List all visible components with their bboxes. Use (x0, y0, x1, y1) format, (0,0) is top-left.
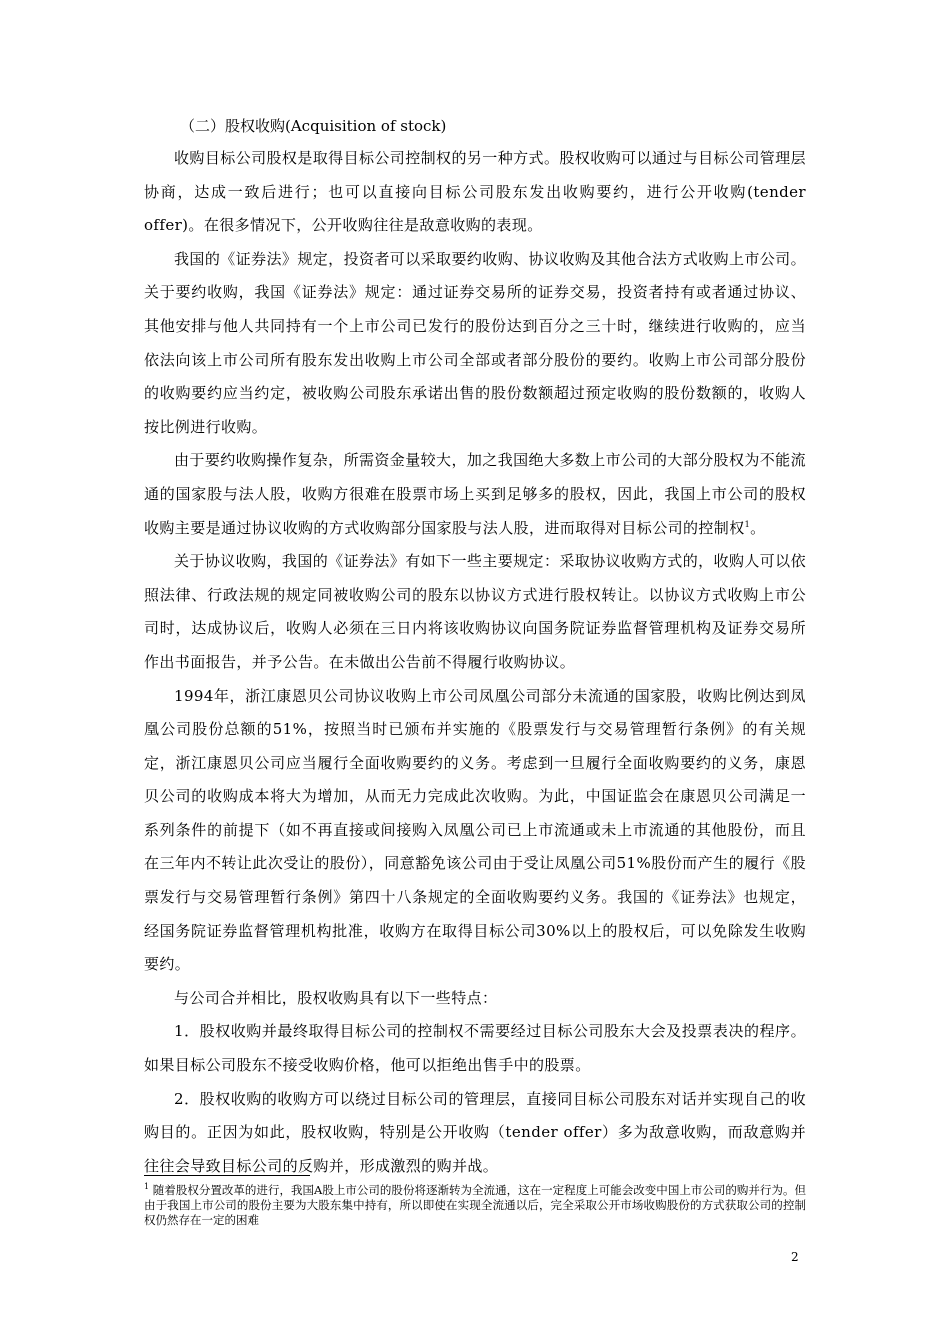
footnote-reference[interactable]: 1 (744, 519, 751, 529)
paragraph-6: 与公司合并相比，股权收购具有以下一些特点： (174, 988, 498, 1007)
footnote-text: 随着股权分置改革的进行，我国A股上市公司的股份将逐渐转为全流通，这在一定程度上可能会改变中国上市公司的购并行为。但由于我国上市公司的股份主要为大股东集中持有，所以即使在实现全流通以后，完全采取公开市场收购股份的方式获取公司的控制权仍然存在一定的困难 (144, 1183, 807, 1227)
paragraph-5: 1994年，浙江康恩贝公司协议收购上市公司凤凰公司部分未流通的国家股，收购比例达到凤凰公司股份总额的51%，按照当时已颁布并实施的《股票发行与交易管理暂行条例》的有关规定，浙江康恩贝公司应当履行全面收购要约的义务。考虑到一旦履行全面收购要约的义务，康恩贝公司的收购成本将大为增加，从而无力完成此次收购。为此，中国证监会在康恩贝公司满足一系列条件的前提下（如不再直接或间接购入凤凰公司已上市流通或未上市流通的其他股份，而且在三年内不转让此次受让的股份），同意豁免该公司由于受让凤凰公司51%股份而产生的履行《股票发行与交易管理暂行条例》第四十八条规定的全面收购要约义务。我国的《证券法》也规定，经国务院证券监督管理机构批准，收购方在取得目标公司30%以上的股权后，可以免除发生收购要约。 (144, 686, 806, 974)
paragraph-1: 收购目标公司股权是取得目标公司控制权的另一种方式。股权收购可以通过与目标公司管理层协商，达成一致后进行；也可以直接向目标公司股东发出收购要约，进行公开收购(tender offer)。在很多情况下，公开收购往往是敌意收购的表现。 (144, 149, 806, 235)
paragraph-3: 由于要约收购操作复杂，所需资金量较大，加之我国绝大多数上市公司的大部分股权为不能流通的国家股与法人股，收购方很难在股票市场上买到足够多的股权，因此，我国上市公司的股权收购主要是通过协议收购的方式收购部分国家股与法人股，进而取得对目标公司的控制权$^1$。 (144, 451, 806, 537)
section-heading: （二）股权收购(Acquisition of stock) (180, 117, 447, 135)
paragraph-4: 关于协议收购，我国的《证券法》有如下一些主要规定：采取协议收购方式的，收购人可以依照法律、行政法规的规定同被收购公司的股东以协议方式进行股权转让。以协议方式收购上市公司时，达成协议后，收购人必须在三日内将该收购协议向国务院证券监督管理机构及证券交易所作出书面报告，并予公告。在未做出公告前不得履行收购协议。 (144, 552, 806, 671)
footnote-marker: 1 (144, 1182, 150, 1192)
footnote-separator (144, 1175, 310, 1176)
paragraph-3-text: 由于要约收购操作复杂，所需资金量较大，加之我国绝大多数上市公司的大部分股权为不能流通的国家股与法人股，收购方很难在股票市场上买到足够多的股权，因此，我国上市公司的股权收购主要是通过协议收购的方式收购部分国家股与法人股，进而取得对目标公司的控制权 (144, 451, 806, 537)
page-number: 2 (791, 1250, 799, 1264)
paragraph-2: 我国的《证券法》规定，投资者可以采取要约收购、协议收购及其他合法方式收购上市公司。关于要约收购，我国《证券法》规定：通过证券交易所的证券交易，投资者持有或者通过协议、其他安排与他人共同持有一个上市公司已发行的股份达到百分之三十时，继续进行收购的，应当依法向该上市公司所有股东发出收购上市公司全部或者部分股份的要约。收购上市公司部分股份的收购要约应当约定，被收购公司股东承诺出售的股份数额超过预定收购的股份数额的，收购人按比例进行收购。 (144, 249, 806, 436)
list-item-1: 1．股权收购并最终取得目标公司的控制权不需要经过目标公司股东大会及投票表决的程序。如果目标公司股东不接受收购价格，他可以拒绝出售手中的股票。 (144, 1022, 806, 1075)
footnote (144, 1183, 806, 1228)
document-body (144, 110, 806, 1183)
list-item-2: 2．股权收购的收购方可以绕过目标公司的管理层，直接同目标公司股东对话并实现自己的收购目的。正因为如此，股权收购，特别是公开收购（tender offer）多为敌意收购，而敌意购并往往会导致目标公司的反购并，形成激烈的购并战。 (144, 1089, 806, 1175)
